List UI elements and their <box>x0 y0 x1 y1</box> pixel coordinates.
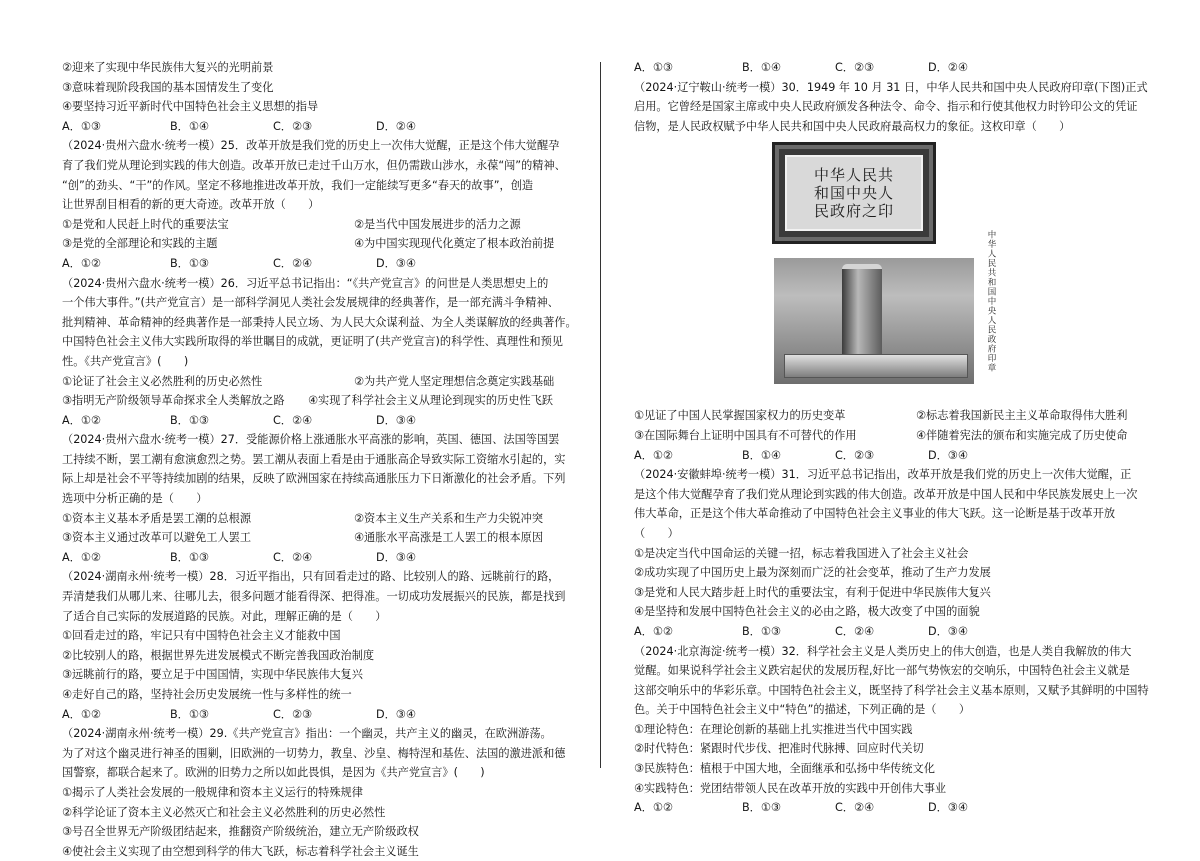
option: ②标志着我国新民主主义革命取得伟大胜利 <box>916 409 1128 423</box>
option: ①论证了社会主义必然胜利的历史必然性 <box>62 374 263 388</box>
question-stem: （ ） <box>634 526 679 540</box>
choice-d: D．③④ <box>376 413 416 427</box>
seal-caption: 中华人民共和国中央人民政府印章 <box>986 230 996 373</box>
question-stem: 际上却是社会不平等持续加剧的结果，反映了欧洲国家在持续高通胀压力下日渐激化的社会矛盾。下列 <box>62 472 566 486</box>
question-stem: 色。关于中国特色社会主义中“特色”的描述，下列正确的是（ ） <box>634 703 971 717</box>
option: ③在国际舞台上证明中国具有不可替代的作用 <box>634 428 857 442</box>
choice-d: D．②④ <box>376 119 416 133</box>
option: ②时代特色：紧跟时代步伐、把准时代脉搏、回应时代关切 <box>634 742 924 756</box>
q24-choices <box>62 117 582 137</box>
choice-a: A．①② <box>62 707 101 721</box>
seal-text-line: 民政府之印 <box>813 202 894 221</box>
question-stem: 这部交响乐中的华彩乐章。中国特色社会主义，既坚持了科学社会主义基本原则，又赋予其鲜明的中国特 <box>634 683 1149 697</box>
choice-c: C．②③ <box>835 448 875 462</box>
question-stem: （2024·贵州六盘水·统考一模）25．改革开放是我们党的历史上一次伟大觉醒，正是这个伟大觉醒孕 <box>62 139 560 153</box>
q28-choices <box>62 705 582 725</box>
question-stem: 育了我们党从理论到实践的伟大创造。改革开放已走过千山万水，但仍需跋山涉水，永葆“闯”的精神、 <box>62 158 566 172</box>
choice-c: C．②④ <box>835 624 875 638</box>
question-stem: （2024·贵州六盘水·统考一模）27．受能源价格上涨通胀水平高涨的影响，英国、德国、法国等国罢 <box>62 433 560 447</box>
question-stem: 启用。它曾经是国家主席或中央人民政府颁发各种法令、命令、指示和行使其他权力时钤印公文的凭证 <box>634 100 1138 114</box>
choice-b: B．①③ <box>170 256 209 270</box>
options-row <box>62 215 582 235</box>
choice-c: C．②④ <box>835 801 875 815</box>
seal-impression <box>772 142 936 244</box>
question-stem: 是这个伟大觉醒孕育了我们党从理论到实践的伟大创造。改革开放是中国人民和中华民族发展史上一次 <box>634 487 1138 501</box>
seal-plate <box>784 354 968 378</box>
question-stem: “创”的劲头、“干”的作风。坚定不移地推进改革开放，我们一定能续写更多“春天的故事”，创造 <box>62 178 534 192</box>
choice-b: B．①③ <box>742 624 781 638</box>
option: ①揭示了人类社会发展的一般规律和资本主义运行的特殊规律 <box>62 785 363 799</box>
choice-b: B．①③ <box>742 801 781 815</box>
choice-c: C．②③ <box>273 119 313 133</box>
option: ②科学论证了资本主义必然灭亡和社会主义必然胜利的历史必然性 <box>62 805 386 819</box>
option: ④通胀水平高涨是工人罢工的根本原因 <box>354 531 544 545</box>
choice-b: B．①④ <box>742 61 781 74</box>
choice-c: C．②④ <box>273 413 313 427</box>
choice-a: A．①③ <box>634 61 673 74</box>
question-stem: 批判精神、革命精神的经典著作是一部秉持人民立场、为人民大众谋利益、为全人类谋解放的经典著作。 <box>62 315 577 329</box>
q27-choices <box>62 548 582 568</box>
question-27 <box>62 430 582 567</box>
seal-figure <box>634 140 1144 402</box>
column-divider <box>600 62 601 768</box>
question-32 <box>634 642 1149 818</box>
question-28 <box>62 567 582 724</box>
choice-b: B．①④ <box>170 119 209 133</box>
question-stem: 了适合自己实际的发展道路的民族。对此，理解正确的是（ ） <box>62 609 387 623</box>
options-row <box>62 391 582 411</box>
question-stem: 中国特色社会主义伟大实践所取得的举世瞩目的成就，更证明了(共产党宣言)的科学性、真理性和预见 <box>62 335 563 349</box>
option: ①是决定当代中国命运的关键一招，标志着我国进入了社会主义社会 <box>634 546 969 560</box>
question-stem: （2024·贵州六盘水·统考一模）26．习近平总书记指出：“《共产党宣言》的问世是人类思想史上的 <box>62 276 549 290</box>
option: ①是党和人民赶上时代的重要法宝 <box>62 217 229 231</box>
choice-d: D．③④ <box>376 707 416 721</box>
q25-choices <box>62 254 582 274</box>
question-25 <box>62 136 582 273</box>
question-stem: 性。《共产党宣言》( ) <box>62 354 189 368</box>
choice-b: B．①③ <box>170 413 209 427</box>
option: ①回看走过的路，牢记只有中国特色社会主义才能救中国 <box>62 629 341 643</box>
choice-c: C．②③ <box>835 61 875 74</box>
choice-b: B．①③ <box>170 707 209 721</box>
options-row <box>634 406 1144 426</box>
question-30 <box>634 78 1148 466</box>
option: ④使社会主义实现了由空想到科学的伟大飞跃，标志着科学社会主义诞生 <box>62 844 419 858</box>
question-stem: （2024·安徽蚌埠·统考一模）31．习近平总书记指出，改革开放是我们党的历史上一次伟大觉醒，正 <box>634 468 1132 482</box>
option: ②成功实现了中国历史上最为深刻而广泛的社会变革，推动了生产力发展 <box>634 566 991 580</box>
option: ②是当代中国发展进步的活力之源 <box>354 217 521 231</box>
choice-a: A．①② <box>634 448 673 462</box>
question-29 <box>62 724 582 861</box>
option: ②为共产党人坚定理想信念奠定实践基础 <box>354 374 555 388</box>
option: ②资本主义生产关系和生产力尖锐冲突 <box>354 511 544 525</box>
choice-a: A．①② <box>634 624 673 638</box>
choice-c: C．②④ <box>273 256 313 270</box>
choice-b: B．①④ <box>742 448 781 462</box>
question-stem: 让世界刮目相看的新的更大奇迹。改革开放（ ） <box>62 198 320 212</box>
question-stem: （2024·湖南永州·统考一模）29.《共产党宣言》指出：一个幽灵，共产主义的幽灵，在欧洲游荡。 <box>62 727 552 741</box>
option: ④走好自己的路，坚持社会历史发展统一性与多样性的统一 <box>62 688 352 701</box>
options-row <box>634 426 1144 446</box>
choice-d: D．③④ <box>928 801 968 815</box>
option: ③远眺前行的路，要立足于中国国情，实现中华民族伟大复兴 <box>62 668 363 682</box>
option: ④伴随着宪法的颁布和实施完成了历史使命 <box>916 428 1128 442</box>
option: ③号召全世界无产阶级团结起来，推翻资产阶级统治，建立无产阶级政权 <box>62 825 419 839</box>
options-row <box>62 234 582 254</box>
choice-d: D．③④ <box>376 256 416 270</box>
question-31 <box>634 465 1144 641</box>
option: ②比较别人的路，根据世界先进发展模式不断完善我国政治制度 <box>62 648 375 662</box>
question-26 <box>62 274 582 431</box>
question-stem: 信物，是人民政权赋予中华人民共和国中央人民政府最高权力的象征。这枚印章（ ） <box>634 119 1071 133</box>
choice-a: A．①② <box>62 413 101 427</box>
question-stem: 弄清楚我们从哪儿来、往哪儿去，很多问题才能看得深、把得准。一切成功发展振兴的民族，都是找到 <box>62 590 566 604</box>
right-column <box>634 58 1149 818</box>
question-stem: 选项中分析正确的是（ ） <box>62 492 208 506</box>
choice-d: D．③④ <box>928 624 968 638</box>
option: ③资本主义通过改革可以避免工人罢工 <box>62 531 252 545</box>
q29-choices <box>634 58 1144 78</box>
options-row <box>62 528 582 548</box>
choice-c: C．②③ <box>273 707 313 721</box>
choice-a: A．①② <box>634 801 673 815</box>
question-stem: 伟大革命，正是这个伟大革命推动了中国特色社会主义事业的伟大飞跃。这一论断是基于改革开放 <box>634 507 1116 521</box>
question-stem: 觉醒。如果说科学社会主义跌宕起伏的发展历程,好比一部气势恢宏的交响乐，中国特色社会主义就是 <box>634 664 1130 678</box>
option: ③民族特色：植根于中国大地，全面继承和弘扬中华传统文化 <box>634 762 935 776</box>
q31-choices <box>634 622 1144 642</box>
q30-choices <box>634 446 1144 466</box>
options-row <box>62 509 582 529</box>
option: ③意味着现阶段我国的基本国情发生了变化 <box>62 80 274 94</box>
option: ④是坚持和发展中国特色社会主义的必由之路，极大改变了中国的面貌 <box>634 605 980 619</box>
choice-d: D．③④ <box>376 550 416 564</box>
seal-inscription <box>785 155 923 231</box>
option: ①理论特色：在理论创新的基础上扎实推进当代中国实践 <box>634 722 913 736</box>
question-stem: 工持续不断，罢工潮有愈演愈烈之势。罢工潮从表面上看是由于通胀高企导致实际工资缩水引起的，实 <box>62 452 566 466</box>
choice-d: D．②④ <box>928 61 968 74</box>
option: ③是党和人民大踏步赶上时代的重要法宝，有利于促进中华民族伟大复兴 <box>634 585 991 599</box>
option: ②迎来了实现中华民族伟大复兴的光明前景 <box>62 61 274 74</box>
choice-b: B．①③ <box>170 550 209 564</box>
seal-text-line: 中华人民共 <box>813 166 894 185</box>
option: ④要坚持习近平新时代中国特色社会主义思想的指导 <box>62 100 319 114</box>
option: ④实践特色：党团结带领人民在改革开放的实践中开创伟大事业 <box>634 781 947 795</box>
options-row <box>62 372 582 392</box>
choice-a: A．①② <box>62 256 101 270</box>
left-column <box>62 58 582 861</box>
choice-d: D．③④ <box>928 448 968 462</box>
question-stem: （2024·北京海淀·统考一模）32．科学社会主义是人类历史上的伟大创造，也是人类自我解放的伟大 <box>634 644 1132 658</box>
question-stem: 一个伟大事件。”(共产党宣言）是一部科学洞见人类社会发展规律的经典著作，是一部充满斗争精神、 <box>62 296 559 310</box>
question-stem: （2024·湖南永州·统考一模）28．习近平指出，只有回看走过的路、比较别人的路、远眺前行的路， <box>62 570 560 584</box>
q32-choices <box>634 798 1144 818</box>
option: ①见证了中国人民掌握国家权力的历史变革 <box>634 409 846 423</box>
question-stem: （2024·辽宁鞍山·统考一模）30．1949 年 10 月 31 日，中华人民共和国中央人民政府印章(下图)正式 <box>634 80 1148 94</box>
option: ③指明无产阶级领导革命探求全人类解放之路 <box>62 394 285 408</box>
question-stem: 国警察，都联合起来了。欧洲的旧势力之所以如此畏惧，是因为《共产党宣言》( ) <box>62 766 485 780</box>
question-stem: 为了对这个幽灵进行神圣的围剿，旧欧洲的一切势力，教皇、沙皇、梅特涅和基佐、法国的激进派和德 <box>62 746 566 760</box>
option: ④实现了科学社会主义从理论到现实的历史性飞跃 <box>308 394 553 408</box>
seal-text-line: 和国中央人 <box>813 184 894 203</box>
seal-handle <box>842 264 882 365</box>
choice-c: C．②④ <box>273 550 313 564</box>
option: ④为中国实现现代化奠定了根本政治前提 <box>354 237 555 251</box>
option: ①资本主义基本矛盾是罢工潮的总根源 <box>62 511 252 525</box>
option: ③是党的全部理论和实践的主题 <box>62 237 218 251</box>
q26-choices <box>62 411 582 431</box>
choice-a: A．①③ <box>62 119 101 133</box>
choice-a: A．①② <box>62 550 101 564</box>
